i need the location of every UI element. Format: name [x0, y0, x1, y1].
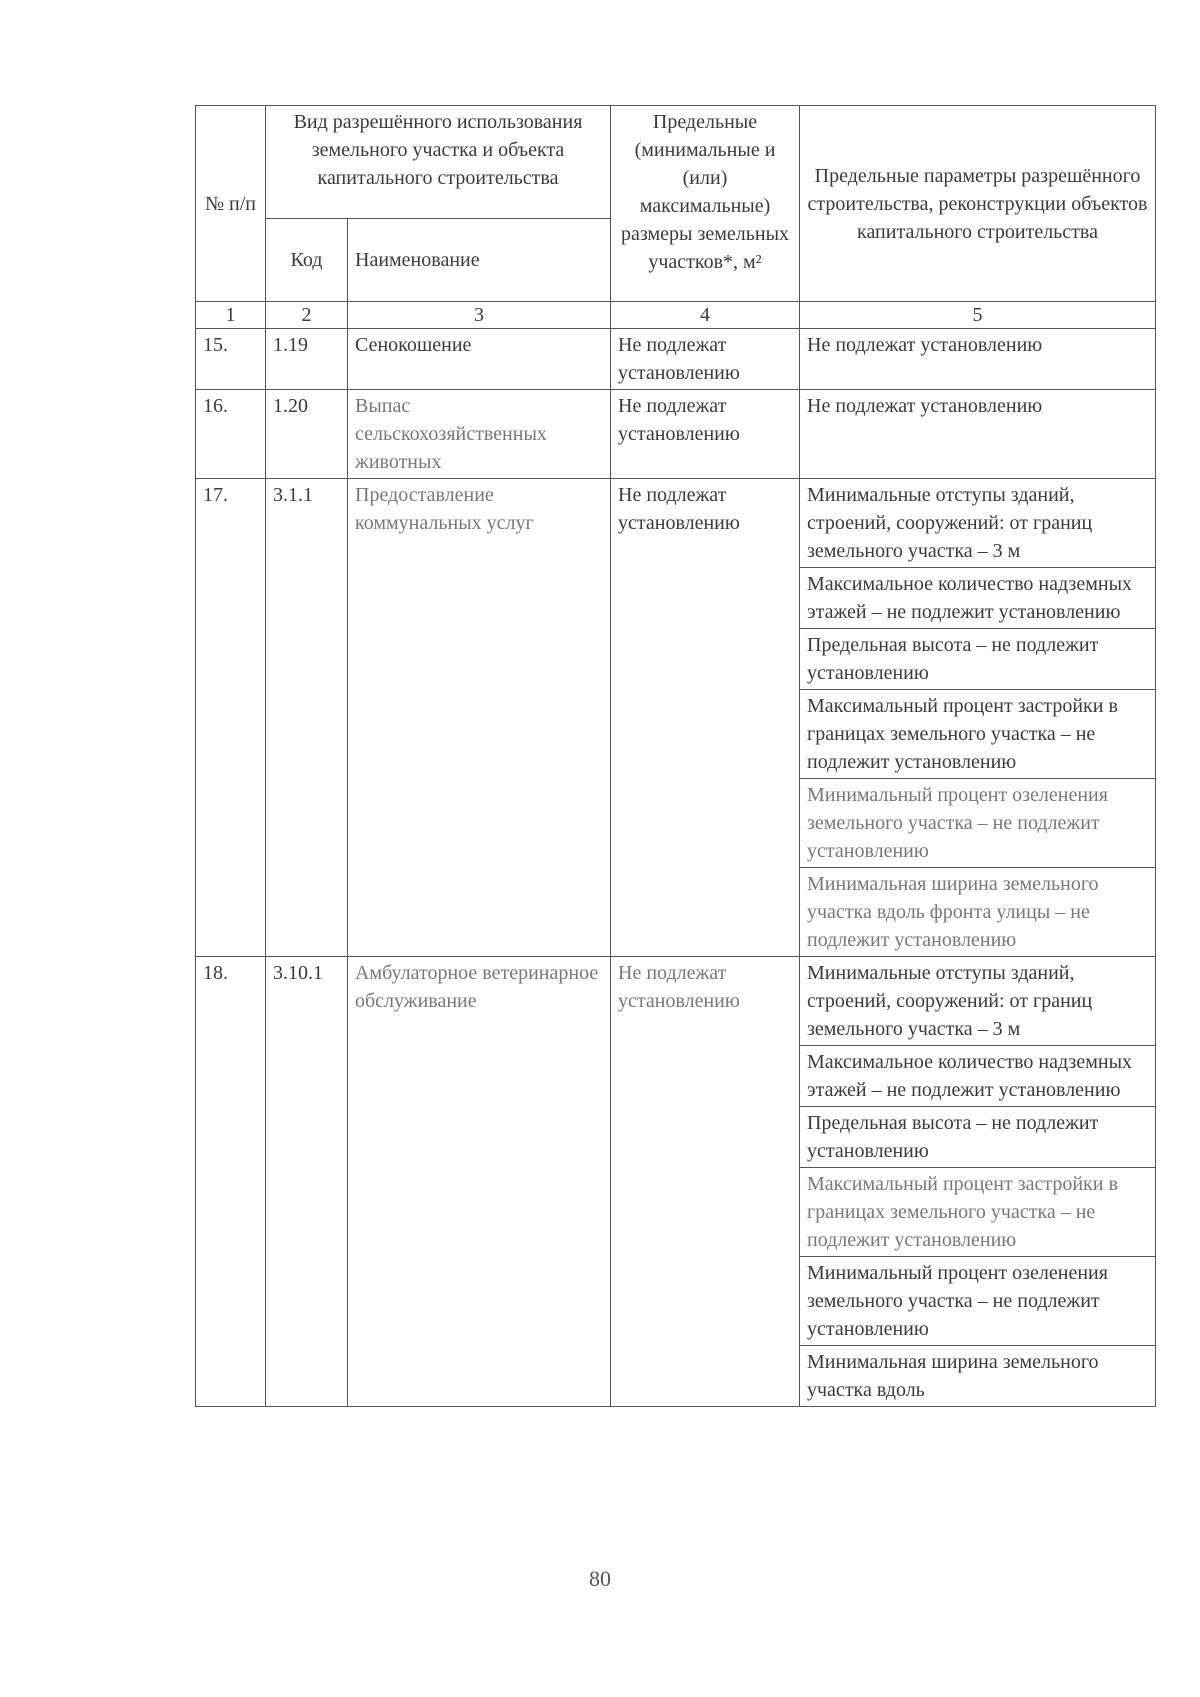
header-params: Предельные параметры разрешённого строительства, реконструкции объектов капитального строительства: [800, 106, 1156, 302]
param-item: Минимальные отступы зданий, строений, сооружений: от границ земельного участка – 3 м: [807, 962, 1093, 1040]
param-item: Максимальный процент застройки в границах земельного участка – не подлежит установлению: [800, 1167, 1155, 1256]
table-row: [196, 329, 1156, 390]
row-size: Не подлежат установлению: [611, 329, 800, 390]
row-name: Сенокошение: [348, 329, 611, 390]
col-number: 2: [266, 302, 348, 329]
param-item: Максимальное количество надземных этажей – не подлежит установлению: [800, 567, 1155, 628]
row-num: 16.: [196, 390, 266, 479]
table-row: [196, 957, 1156, 1407]
header-num: № п/п: [196, 106, 266, 302]
header-sizes: Предельные (минимальные и (или) максимальные) размеры земельных участков*, м²: [611, 106, 800, 302]
header-name: Наименование: [348, 219, 611, 302]
row-code: 1.19: [266, 329, 348, 390]
row-name: Выпас сельскохозяйственных животных: [348, 390, 611, 479]
param-item: Минимальные отступы зданий, строений, сооружений: от границ земельного участка – 3 м: [807, 484, 1093, 562]
header-use-group: Вид разрешённого использования земельного участка и объекта капитального строительства: [266, 106, 611, 219]
param-item: Минимальный процент озеленения земельного участка – не подлежит установлению: [800, 1256, 1155, 1345]
param-item: Максимальный процент застройки в границах земельного участка – не подлежит установлению: [800, 689, 1155, 778]
row-size: Не подлежат установлению: [611, 479, 800, 957]
param-item: Не подлежат установлению: [807, 334, 1043, 356]
param-item: Предельная высота – не подлежит установлению: [800, 628, 1155, 689]
col-number: 4: [611, 302, 800, 329]
row-num: 15.: [196, 329, 266, 390]
col-number: 5: [800, 302, 1156, 329]
row-params: [800, 479, 1156, 957]
header-code: Код: [266, 219, 348, 302]
param-item: Максимальное количество надземных этажей – не подлежит установлению: [800, 1045, 1155, 1106]
row-num: 17.: [196, 479, 266, 957]
zoning-table: [195, 105, 1156, 1407]
page-number: 80: [589, 1566, 611, 1591]
param-item: Минимальная ширина земельного участка вдоль: [800, 1345, 1155, 1406]
row-params: [800, 390, 1156, 479]
col-number: 1: [196, 302, 266, 329]
table-row: [196, 479, 1156, 957]
param-item: Минимальный процент озеленения земельного участка – не подлежит установлению: [800, 778, 1155, 867]
row-num: 18.: [196, 957, 266, 1407]
row-size: Не подлежат установлению: [611, 390, 800, 479]
table-row: [196, 390, 1156, 479]
param-item: Минимальная ширина земельного участка вдоль фронта улицы – не подлежит установлению: [800, 867, 1155, 956]
row-code: 1.20: [266, 390, 348, 479]
row-name: Амбулаторное ветеринарное обслуживание: [348, 957, 611, 1407]
param-item: Не подлежат установлению: [807, 395, 1043, 417]
row-code: 3.10.1: [266, 957, 348, 1407]
row-name: Предоставление коммунальных услуг: [348, 479, 611, 957]
param-item: Предельная высота – не подлежит установлению: [800, 1106, 1155, 1167]
row-params: [800, 329, 1156, 390]
row-size: Не подлежат установлению: [611, 957, 800, 1407]
row-params: [800, 957, 1156, 1407]
row-code: 3.1.1: [266, 479, 348, 957]
col-number: 3: [348, 302, 611, 329]
